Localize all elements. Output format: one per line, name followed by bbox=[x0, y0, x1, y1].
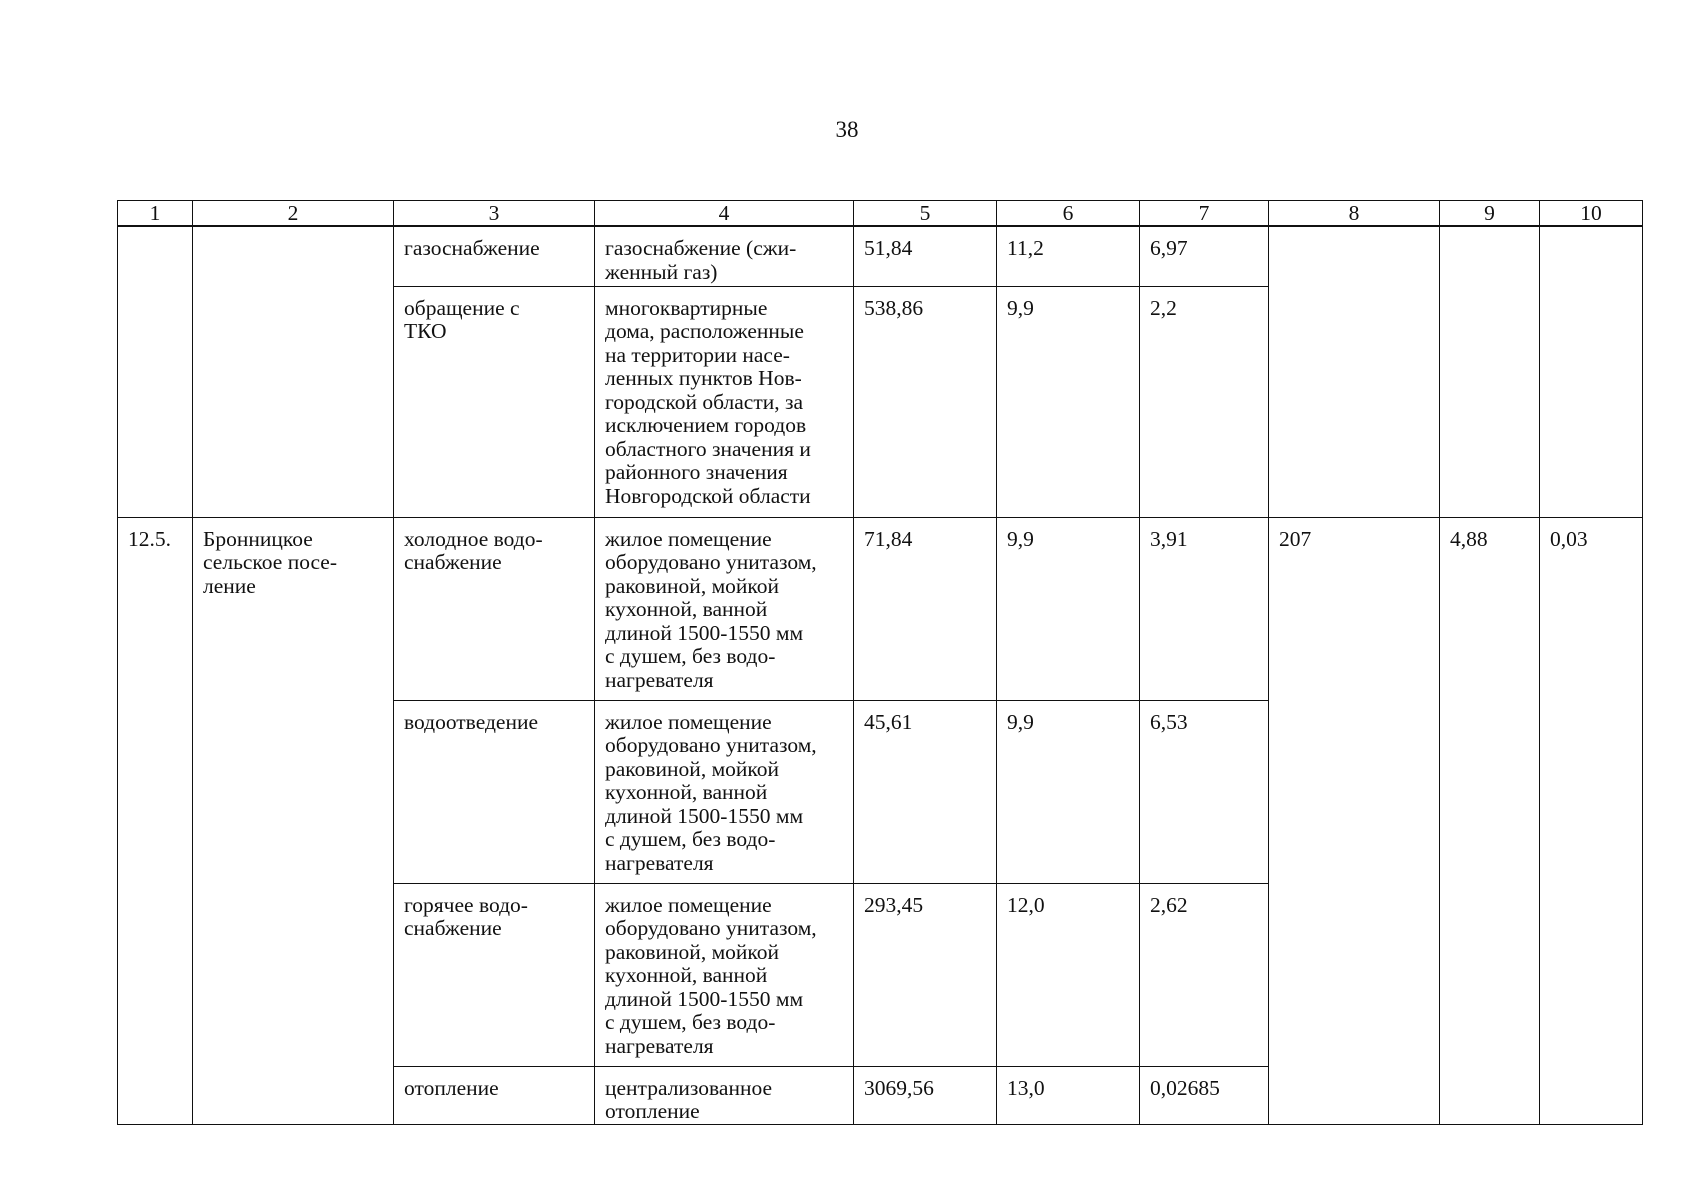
table-row bbox=[118, 226, 1643, 286]
description-line: с душем, без водо- bbox=[605, 644, 776, 668]
value-cell-col9-empty bbox=[1440, 226, 1540, 517]
description-line: централизованное bbox=[605, 1075, 773, 1100]
column-number: 9 bbox=[1440, 201, 1540, 227]
service-line: горячее водо- bbox=[404, 892, 528, 917]
description-line: районного значения bbox=[605, 460, 788, 484]
settlement-cell bbox=[193, 517, 394, 1124]
description-line: с душем, без водо- bbox=[605, 827, 776, 851]
service-cell bbox=[394, 1066, 595, 1124]
description-line: Новгородской области bbox=[605, 483, 811, 508]
service-cell bbox=[394, 700, 595, 883]
value-cell-col6: 9,9 bbox=[997, 286, 1140, 517]
value-cell-col7: 2,2 bbox=[1140, 286, 1269, 517]
description-line: раковиной, мойкой bbox=[605, 573, 780, 598]
description-line: ленных пунктов Нов- bbox=[605, 366, 802, 390]
description-line: с душем, без водо- bbox=[605, 1010, 776, 1034]
description-line: многоквартирные bbox=[605, 295, 768, 320]
service-line: снабжение bbox=[404, 916, 502, 940]
column-number: 4 bbox=[595, 201, 854, 227]
description-line: городской области, за bbox=[605, 389, 804, 414]
column-number: 7 bbox=[1140, 201, 1269, 227]
description-line: кухонной, ванной bbox=[605, 780, 768, 804]
settlement-cell-empty bbox=[193, 226, 394, 517]
value-cell-col5: 51,84 bbox=[854, 226, 997, 286]
description-line: оборудовано унитазом, bbox=[605, 916, 817, 940]
description-cell bbox=[595, 226, 854, 286]
settlement-line: сельское посе- bbox=[203, 550, 338, 574]
description-line: отопление bbox=[605, 1099, 700, 1123]
description-line: раковиной, мойкой bbox=[605, 939, 780, 964]
description-line: жилое помещение bbox=[605, 709, 772, 734]
description-line: оборудовано унитазом, bbox=[605, 733, 817, 757]
column-number: 6 bbox=[997, 201, 1140, 227]
service-line: ТКО bbox=[404, 319, 447, 343]
value-cell-col8-empty bbox=[1269, 226, 1440, 517]
row-number-cell: 12.5. bbox=[118, 517, 193, 1124]
column-number: 5 bbox=[854, 201, 997, 227]
number-cell-empty bbox=[118, 226, 193, 517]
value-cell-col5: 3069,56 bbox=[854, 1066, 997, 1124]
description-line: длиной 1500-1550 мм bbox=[605, 620, 804, 645]
value-cell-col6: 9,9 bbox=[997, 517, 1140, 700]
service-line: отопление bbox=[404, 1075, 499, 1100]
service-line: водоотведение bbox=[404, 709, 539, 734]
service-line: обращение с bbox=[404, 295, 520, 320]
settlement-line: Бронницкое bbox=[203, 526, 313, 551]
value-cell-col10: 0,03 bbox=[1540, 517, 1643, 1124]
value-cell-col10-empty bbox=[1540, 226, 1643, 517]
value-cell-col5: 71,84 bbox=[854, 517, 997, 700]
service-cell bbox=[394, 226, 595, 286]
value-cell-col7: 6,97 bbox=[1140, 226, 1269, 286]
service-cell bbox=[394, 517, 595, 700]
value-cell-col6: 12,0 bbox=[997, 883, 1140, 1066]
column-number: 3 bbox=[394, 201, 595, 227]
value-cell-col6: 13,0 bbox=[997, 1066, 1140, 1124]
value-cell-col5: 293,45 bbox=[854, 883, 997, 1066]
description-line: областного значения и bbox=[605, 436, 811, 461]
value-cell-col7: 3,91 bbox=[1140, 517, 1269, 700]
table-row bbox=[118, 517, 1643, 700]
description-line: длиной 1500-1550 мм bbox=[605, 803, 804, 828]
service-line: снабжение bbox=[404, 550, 502, 574]
description-line: женный газ) bbox=[605, 259, 718, 284]
service-cell bbox=[394, 883, 595, 1066]
value-cell-col7: 2,62 bbox=[1140, 883, 1269, 1066]
description-line: на территории насе- bbox=[605, 342, 790, 367]
description-line: нагревателя bbox=[605, 850, 714, 875]
value-cell-col9: 4,88 bbox=[1440, 517, 1540, 1124]
description-line: оборудовано унитазом, bbox=[605, 550, 817, 574]
description-line: дома, расположенные bbox=[605, 319, 804, 343]
description-line: жилое помещение bbox=[605, 892, 772, 917]
value-cell-col6: 9,9 bbox=[997, 700, 1140, 883]
description-line: кухонной, ванной bbox=[605, 963, 768, 987]
value-cell-col6: 11,2 bbox=[997, 226, 1140, 286]
column-number: 2 bbox=[193, 201, 394, 227]
description-cell bbox=[595, 883, 854, 1066]
description-cell bbox=[595, 517, 854, 700]
description-line: жилое помещение bbox=[605, 526, 772, 551]
description-cell bbox=[595, 286, 854, 517]
description-line: длиной 1500-1550 мм bbox=[605, 986, 804, 1011]
description-line: раковиной, мойкой bbox=[605, 756, 780, 781]
value-cell-col7: 0,02685 bbox=[1140, 1066, 1269, 1124]
description-cell bbox=[595, 700, 854, 883]
value-cell-col7: 6,53 bbox=[1140, 700, 1269, 883]
description-line: исключением городов bbox=[605, 413, 807, 437]
description-line: нагревателя bbox=[605, 667, 714, 692]
value-cell-col5: 538,86 bbox=[854, 286, 997, 517]
service-line: газоснабжение bbox=[404, 236, 540, 260]
column-number: 8 bbox=[1269, 201, 1440, 227]
value-cell-col5: 45,61 bbox=[854, 700, 997, 883]
page-number: 38 bbox=[835, 117, 859, 142]
service-line: холодное водо- bbox=[404, 526, 543, 551]
description-line: газоснабжение (сжи- bbox=[605, 236, 797, 260]
description-line: нагревателя bbox=[605, 1033, 714, 1058]
column-number: 1 bbox=[118, 201, 193, 227]
column-number: 10 bbox=[1540, 201, 1643, 227]
value-cell-col8: 207 bbox=[1269, 517, 1440, 1124]
description-line: кухонной, ванной bbox=[605, 597, 768, 621]
description-cell bbox=[595, 1066, 854, 1124]
tariff-table bbox=[117, 200, 1643, 1125]
settlement-line: ление bbox=[203, 573, 256, 598]
service-cell bbox=[394, 286, 595, 517]
column-number-row bbox=[118, 201, 1643, 227]
